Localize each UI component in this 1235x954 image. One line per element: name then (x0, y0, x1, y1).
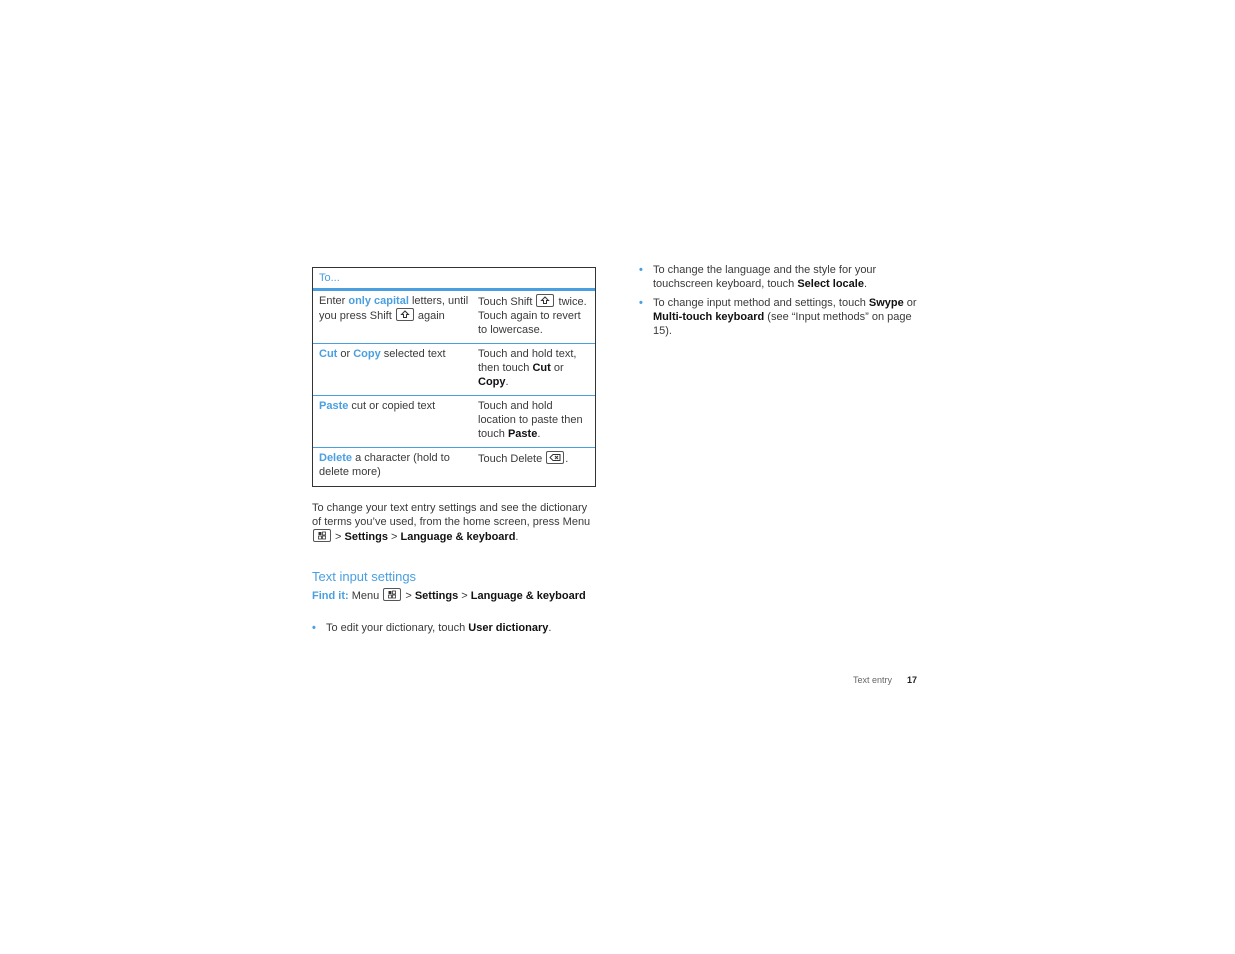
table-cell-instruction: Touch Shift twice. Touch again to revert to lowercase. (478, 296, 587, 336)
left-bullet-list (312, 621, 592, 640)
bullet-icon: • (312, 622, 316, 634)
right-bullet-list (639, 263, 924, 343)
table-cell-instruction: Touch Delete . (478, 453, 569, 465)
table-cell-instruction: Touch and hold text, then touch Cut or Copy. (478, 348, 577, 388)
footer-section-name: Text entry (853, 675, 893, 685)
list-item: • To edit your dictionary, touch User dictionary. (312, 622, 552, 634)
table-cell-action: Cut or Copy selected text (319, 348, 446, 360)
shift-icon (536, 294, 554, 307)
table-cell-action: Enter only capital letters, until you press Shift again (319, 295, 469, 322)
table-header: To... (313, 268, 595, 291)
list-item: • To change the language and the style for your touchscreen keyboard, touch Select locale. (639, 264, 877, 290)
menu-icon (383, 588, 401, 601)
table-row (313, 291, 595, 343)
settings-paragraph: To change your text entry settings and see the dictionary of terms you’ve used, from the home screen, press Menu > Settings > Language & keyboard. (312, 502, 591, 543)
shift-icon (396, 308, 414, 321)
section-heading: Text input settings (312, 569, 417, 584)
table-cell-action: Paste cut or copied text (319, 400, 436, 412)
table-cell-action: Delete a character (hold to delete more) (319, 452, 450, 478)
table-cell-instruction: Touch and hold location to paste then touch Paste. (478, 400, 583, 440)
table-row (313, 395, 595, 447)
list-item: • To change input method and settings, touch Swype or Multi-touch keyboard (see “Input methods” on page 15). (639, 297, 917, 337)
table-row (313, 343, 595, 395)
page-number: 17 (907, 675, 918, 685)
bullet-icon: • (639, 297, 643, 309)
text-entry-table (312, 267, 596, 487)
find-it-path: Find it: Menu > Settings > Language & keyboard (312, 590, 586, 602)
bullet-icon: • (639, 264, 643, 276)
table-row (313, 447, 595, 486)
delete-icon (546, 451, 564, 464)
page-footer (853, 673, 917, 687)
menu-icon (313, 529, 331, 542)
